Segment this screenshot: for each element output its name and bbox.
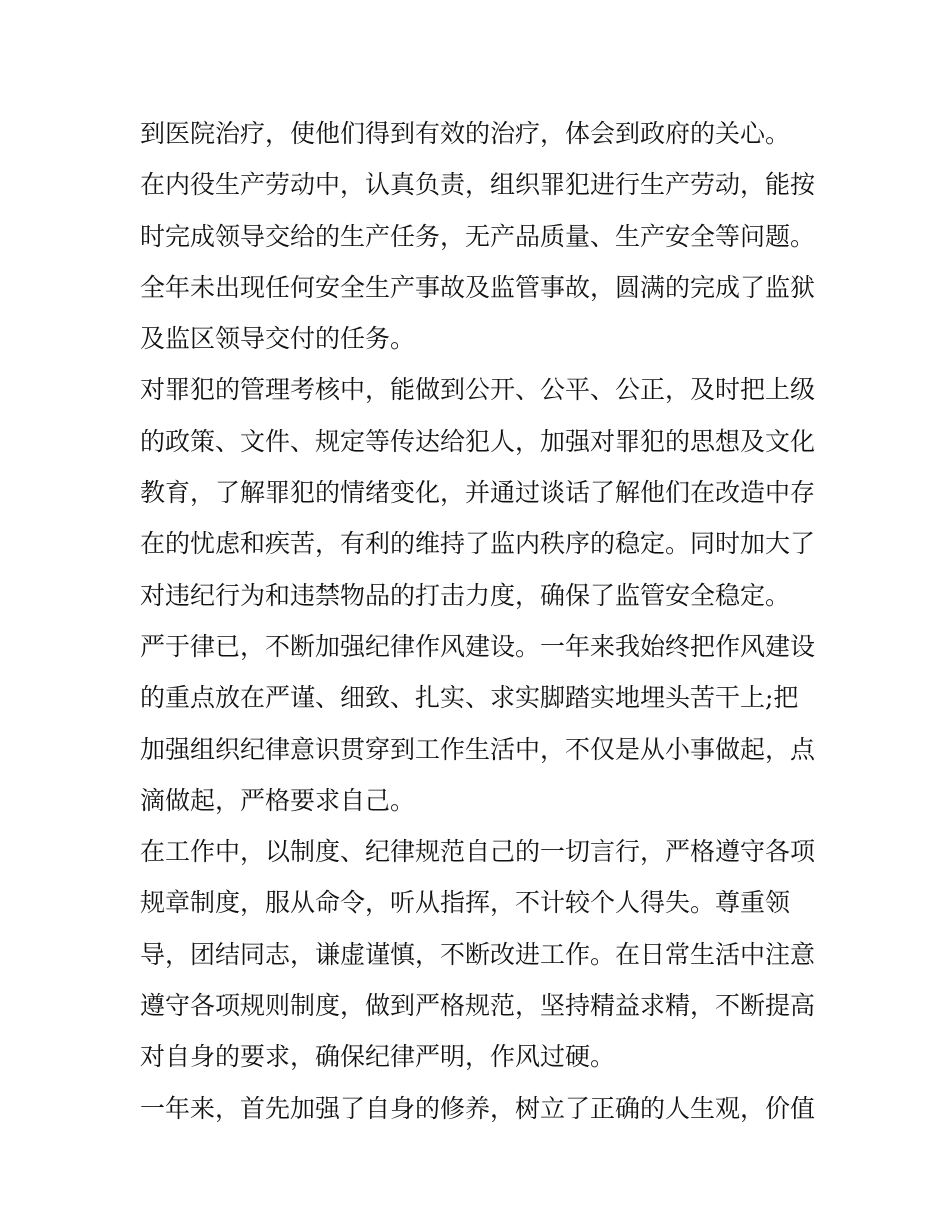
text-line: 在工作中，以制度、纪律规范自己的一切言行，严格遵守各项 [140,837,816,867]
text-line: 在的忧虑和疾苦，有利的维持了监内秩序的稳定。同时加大了 [140,529,816,559]
text-line: 及监区领导交付的任务。 [140,324,416,354]
text-line: 在内役生产劳动中，认真负责，组织罪犯进行生产劳动，能按 [140,170,816,200]
text-line: 导，团结同志，谦虚谨慎，不断改进工作。在日常生活中注意 [140,939,816,969]
text-line: 教育，了解罪犯的情绪变化，并通过谈话了解他们在改造中存 [140,478,816,508]
text-line: 遵守各项规则制度，做到严格规范，坚持精益求精，不断提高 [140,991,816,1021]
text-line: 对自身的要求，确保纪律严明，作风过硬。 [140,1042,616,1072]
text-line: 时完成领导交给的生产任务，无产品质量、生产安全等问题。 [140,221,816,251]
text-line: 滴做起，严格要求自己。 [140,785,416,815]
text-line: 到医院治疗，使他们得到有效的治疗，体会到政府的关心。 [140,119,791,148]
text-line: 严于律已，不断加强纪律作风建设。一年来我始终把作风建设 [140,631,816,661]
text-line: 的政策、文件、规定等传达给犯人，加强对罪犯的思想及文化 [140,426,816,456]
text-line: 全年未出现任何安全生产事故及监管事故，圆满的完成了监狱 [140,272,816,302]
text-line: 加强组织纪律意识贯穿到工作生活中，不仅是从小事做起，点 [140,734,816,764]
text-line: 一年来，首先加强了自身的修养，树立了正确的人生观，价值 [140,1093,816,1123]
text-line: 对违纪行为和违禁物品的打击力度，确保了监管安全稳定。 [140,580,791,610]
text-line: 的重点放在严谨、细致、扎实、求实脚踏实地埋头苦干上;把 [140,683,799,713]
body-text [140,108,820,1134]
text-line: 规章制度，服从命令，听从指挥，不计较个人得失。尊重领 [140,888,791,918]
text-line: 对罪犯的管理考核中，能做到公开、公平、公正，及时把上级 [140,375,816,405]
